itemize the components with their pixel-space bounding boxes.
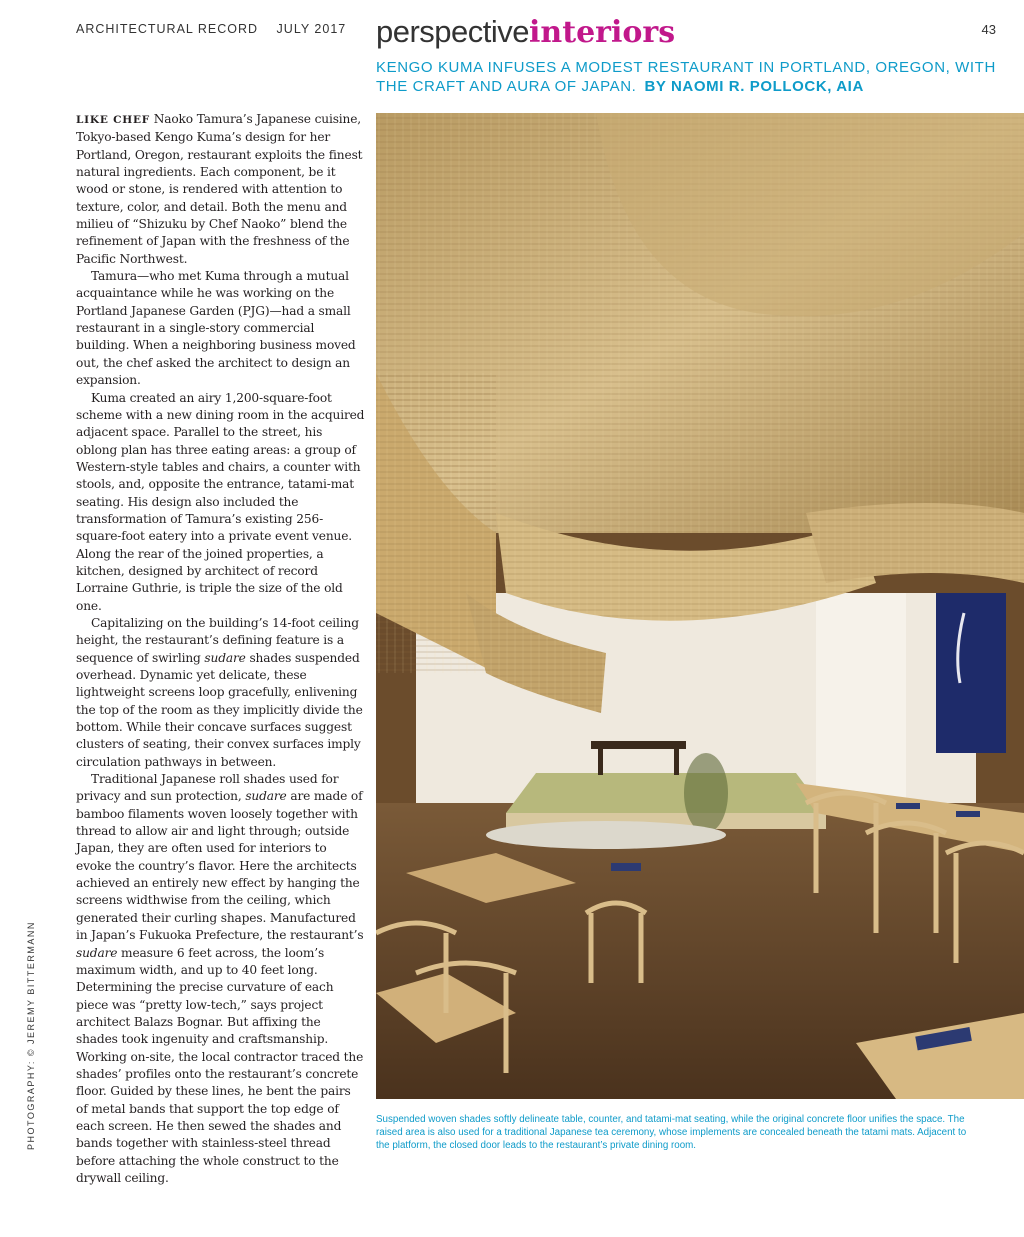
- paragraph-5-text-a: Traditional Japanese roll shades used for privacy and sun protection,: [76, 772, 339, 804]
- photo-credit: PHOTOGRAPHY: © JEREMY BITTERMANN: [26, 921, 36, 1150]
- paragraph-3: Kuma created an airy 1,200-square-foot scheme with a new dining room in the acquired adjacent space. Parallel to the street, his oblong plan has three eating areas: a group of Western-style tables and chairs, a counter with stools, and, opposite the entrance, tatami-mat seating. His design also included the transformation of Tamura’s existing 256-square-foot eatery into a private event venue. Along the rear of the joined properties, a kitchen, designed by architect of record Lorraine Guthrie, is triple the size of the old one.: [76, 390, 365, 613]
- running-head: [76, 22, 346, 36]
- paragraph-1: [76, 111, 365, 268]
- deck-text: KENGO KUMA INFUSES A MODEST RESTAURANT IN PORTLAND, OREGON, WITH THE CRAFT AND AURA OF JAPAN.: [376, 59, 996, 95]
- section-title: [376, 16, 675, 48]
- photo-caption: Suspended woven shades softly delineate table, counter, and tatami-mat seating, while the original concrete floor unifies the space. The raised area is also used for a traditional Japanese tea ceremony, whose implements are concealed beneath the tatami mats. Adjacent to the platform, the closed door leads to the restaurant’s private dining room.: [376, 1114, 967, 1151]
- paragraph-4-text-b: shades suspended overhead. Dynamic yet delicate, these lightweight screens loop gracefully, enlivening the top of the room as they implicitly divide the bottom. While their concave surfaces suggest clusters of seating, their convex surfaces imply circulation pathways in between.: [76, 650, 363, 769]
- issue-date: JULY 2017: [276, 22, 347, 36]
- paragraph-5-text-b: are made of bamboo filaments woven loosely together with thread to allow air and light through; outside Japan, they are often used for interiors to evoke the country’s flavor. Here the architects achieved an entirely new effect by hanging the screens widthwise from the ceiling, which generated their curling shapes. Manufactured in Japan’s Fukuoka Prefecture, the restaurant’s: [76, 789, 364, 943]
- restaurant-interior-photo: [376, 113, 1024, 1099]
- paragraph-4-text-a: Capitalizing on the building’s 14-foot ceiling height, the restaurant’s defining feature is a sequence of swirling: [76, 615, 359, 665]
- page-number: 43: [981, 22, 996, 37]
- section-title-bold: interiors: [529, 15, 676, 50]
- paragraph-5: [76, 771, 365, 1187]
- paragraph-2: Tamura—who met Kuma through a mutual acquaintance while he was working on the Portland Japanese Garden (PJG)—had a small restaurant in a single-story commercial building. When a neighboring business moved out, the chef asked the architect to design an expansion.: [76, 269, 356, 388]
- paragraph-1-text: Naoko Tamura’s Japanese cuisine, Tokyo-based Kengo Kuma’s design for her Portland, Oregon, restaurant exploits the finest natural ingredients. Each component, be it wood or stone, is rendered with attention to texture, color, and detail. Both the menu and milieu of “Shizuku by Chef Naoko” blend the refinement of Japan with the freshness of the Pacific Northwest.: [76, 112, 363, 266]
- publication-name: ARCHITECTURAL RECORD: [76, 22, 259, 36]
- italic-term: sudare: [76, 945, 118, 960]
- article-deck: [376, 58, 996, 96]
- paragraph-5-text-c: measure 6 feet across, the loom’s maximum width, and up to 40 feet long. Determining the precise curvature of each piece was “pretty low-tech,” says project architect Balazs Bognar. But affixing the shades took ingenuity and craftsmanship. Working on-site, the local contractor traced the shades’ profiles onto the restaurant’s concrete floor. Guided by these lines, he bent the pairs of metal bands that support the top edge of each screen. He then sewed the shades and bands together with stainless-steel thread before attaching the whole construct to the drywall ceiling.: [76, 945, 364, 1185]
- section-title-light: perspective: [376, 14, 530, 49]
- byline: BY NAOMI R. POLLOCK, AIA: [644, 78, 864, 95]
- paragraph-4: [76, 615, 365, 771]
- lead-in: LIKE CHEF: [76, 114, 151, 126]
- italic-term: sudare: [245, 789, 287, 804]
- italic-term: sudare: [204, 650, 246, 665]
- article-body: [76, 111, 365, 1187]
